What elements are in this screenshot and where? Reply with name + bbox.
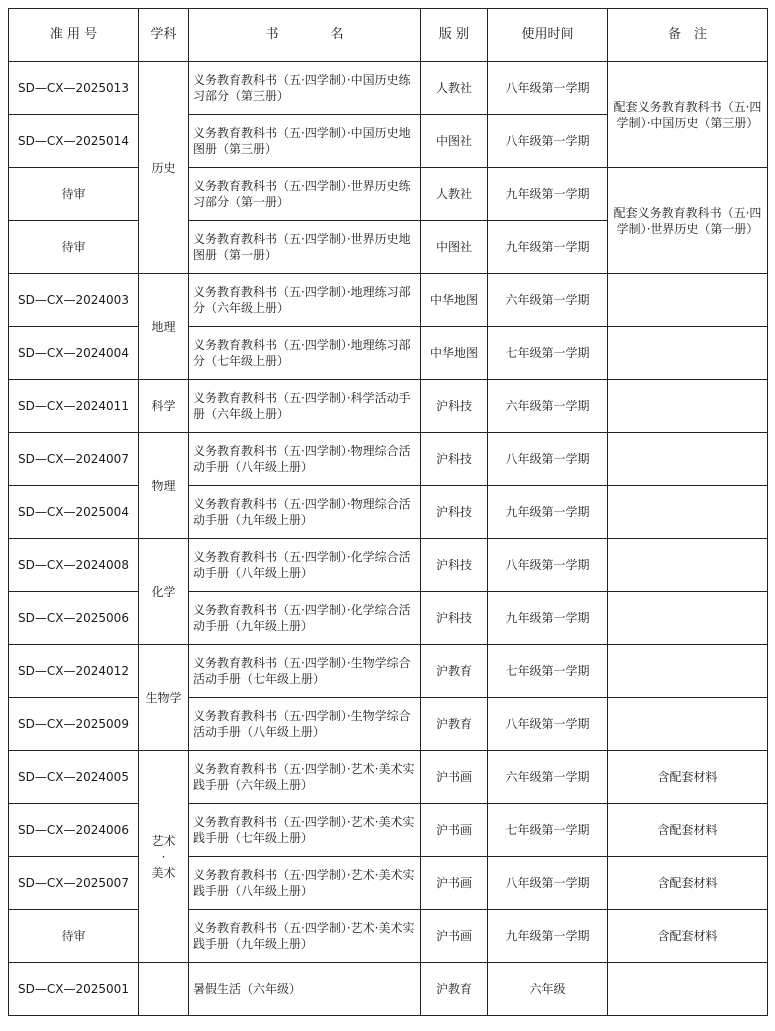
header-title: 书 名 <box>189 9 421 62</box>
header-subject: 学科 <box>139 9 189 62</box>
subject-cell-geography: 地理 <box>139 274 189 380</box>
book-title-cell: 义务教育教科书（五·四学制）·化学综合活动手册（九年级上册） <box>189 592 421 645</box>
publisher-cell: 中华地图 <box>421 274 488 327</box>
remark-cell-empty <box>608 963 768 1016</box>
table-row <box>9 327 768 380</box>
approval-no-cell: SD—CX—2025013 <box>9 62 139 115</box>
period-cell: 九年级第一学期 <box>488 592 608 645</box>
table-row <box>9 433 768 486</box>
period-cell: 六年级第一学期 <box>488 380 608 433</box>
publisher-cell: 沪科技 <box>421 380 488 433</box>
remark-cell-empty <box>608 539 768 592</box>
book-title-cell: 义务教育教科书（五·四学制）·艺术·美术实践手册（八年级上册） <box>189 857 421 910</box>
subject-cell-chemistry: 化学 <box>139 539 189 645</box>
publisher-cell: 中图社 <box>421 221 488 274</box>
remark-cell-empty <box>608 380 768 433</box>
period-cell: 七年级第一学期 <box>488 804 608 857</box>
period-cell: 九年级第一学期 <box>488 221 608 274</box>
subject-art-line2: 美术 <box>151 865 176 880</box>
table-row <box>9 645 768 698</box>
table-row <box>9 62 768 115</box>
publisher-cell: 沪教育 <box>421 645 488 698</box>
approval-no-cell: SD—CX—2024008 <box>9 539 139 592</box>
period-cell: 八年级第一学期 <box>488 539 608 592</box>
publisher-cell: 中华地图 <box>421 327 488 380</box>
table-row <box>9 698 768 751</box>
book-title-cell: 义务教育教科书（五·四学制）·物理综合活动手册（九年级上册） <box>189 486 421 539</box>
period-cell: 六年级 <box>488 963 608 1016</box>
remark-cell-art: 含配套材料 <box>608 910 768 963</box>
approval-no-cell: SD—CX—2025009 <box>9 698 139 751</box>
header-period: 使用时间 <box>488 9 608 62</box>
period-cell: 七年级第一学期 <box>488 645 608 698</box>
subject-art-dot: · <box>161 849 166 864</box>
table-row <box>9 963 768 1016</box>
table-row <box>9 804 768 857</box>
approval-no-cell: SD—CX—2025014 <box>9 115 139 168</box>
period-cell: 八年级第一学期 <box>488 115 608 168</box>
table-row <box>9 274 768 327</box>
publisher-cell: 中图社 <box>421 115 488 168</box>
book-title-cell: 义务教育教科书（五·四学制）·中国历史地图册（第三册） <box>189 115 421 168</box>
header-publisher: 版 别 <box>421 9 488 62</box>
book-title-cell: 义务教育教科书（五·四学制）·艺术·美术实践手册（九年级上册） <box>189 910 421 963</box>
remark-cell-empty <box>608 433 768 486</box>
header-remark: 备 注 <box>608 9 768 62</box>
publisher-cell: 沪书画 <box>421 857 488 910</box>
remark-cell-empty <box>608 486 768 539</box>
header-approval-no: 准 用 号 <box>9 9 139 62</box>
approval-no-cell: SD—CX—2024012 <box>9 645 139 698</box>
publisher-cell: 沪科技 <box>421 433 488 486</box>
approval-no-cell: SD—CX—2025001 <box>9 963 139 1016</box>
period-cell: 六年级第一学期 <box>488 751 608 804</box>
publisher-cell: 沪科技 <box>421 592 488 645</box>
book-title-cell: 义务教育教科书（五·四学制）·艺术·美术实践手册（七年级上册） <box>189 804 421 857</box>
table-row <box>9 910 768 963</box>
book-title-cell: 义务教育教科书（五·四学制）·地理练习部分（六年级上册） <box>189 274 421 327</box>
table-row <box>9 380 768 433</box>
publisher-cell: 人教社 <box>421 168 488 221</box>
book-title-cell: 义务教育教科书（五·四学制）·中国历史练习部分（第三册） <box>189 62 421 115</box>
book-title-cell: 义务教育教科书（五·四学制）·生物学综合活动手册（八年级上册） <box>189 698 421 751</box>
period-cell: 七年级第一学期 <box>488 327 608 380</box>
publisher-cell: 沪书画 <box>421 751 488 804</box>
remark-cell-empty <box>608 327 768 380</box>
book-title-cell: 义务教育教科书（五·四学制）·艺术·美术实践手册（六年级上册） <box>189 751 421 804</box>
approval-no-cell: SD—CX—2024006 <box>9 804 139 857</box>
remark-cell-art: 含配套材料 <box>608 751 768 804</box>
publisher-cell: 沪教育 <box>421 963 488 1016</box>
remark-cell-art: 含配套材料 <box>608 857 768 910</box>
period-cell: 八年级第一学期 <box>488 698 608 751</box>
remark-cell-empty <box>608 592 768 645</box>
book-title-cell: 义务教育教科书（五·四学制）·世界历史地图册（第一册） <box>189 221 421 274</box>
period-cell: 八年级第一学期 <box>488 857 608 910</box>
table-row <box>9 486 768 539</box>
period-cell: 六年级第一学期 <box>488 274 608 327</box>
approval-no-cell: 待审 <box>9 221 139 274</box>
subject-cell-history: 历史 <box>139 62 189 274</box>
subject-cell-art <box>139 751 189 963</box>
table-row <box>9 539 768 592</box>
approval-no-cell: SD—CX—2024011 <box>9 380 139 433</box>
remark-cell-history-cn: 配套义务教育教科书（五·四学制）·中国历史（第三册） <box>608 62 768 168</box>
approval-no-cell: SD—CX—2025004 <box>9 486 139 539</box>
publisher-cell: 沪科技 <box>421 486 488 539</box>
book-title-cell: 义务教育教科书（五·四学制）·科学活动手册（六年级上册） <box>189 380 421 433</box>
subject-cell-empty <box>139 963 189 1016</box>
book-title-cell: 义务教育教科书（五·四学制）·世界历史练习部分（第一册） <box>189 168 421 221</box>
subject-cell-biology: 生物学 <box>139 645 189 751</box>
table-row <box>9 857 768 910</box>
remark-cell-empty <box>608 645 768 698</box>
table-row <box>9 592 768 645</box>
period-cell: 八年级第一学期 <box>488 433 608 486</box>
remark-cell-empty <box>608 274 768 327</box>
period-cell: 九年级第一学期 <box>488 168 608 221</box>
approval-no-cell: 待审 <box>9 910 139 963</box>
header-row <box>9 9 768 62</box>
subject-cell-science: 科学 <box>139 380 189 433</box>
book-title-cell: 义务教育教科书（五·四学制）·化学综合活动手册（八年级上册） <box>189 539 421 592</box>
textbook-table-wrapper <box>8 8 768 1016</box>
book-title-cell: 义务教育教科书（五·四学制）·地理练习部分（七年级上册） <box>189 327 421 380</box>
publisher-cell: 沪书画 <box>421 910 488 963</box>
approval-no-cell: 待审 <box>9 168 139 221</box>
remark-cell-empty <box>608 698 768 751</box>
approval-no-cell: SD—CX—2024003 <box>9 274 139 327</box>
publisher-cell: 人教社 <box>421 62 488 115</box>
subject-art-line1: 艺术 <box>151 833 176 848</box>
approval-no-cell: SD—CX—2024005 <box>9 751 139 804</box>
table-row <box>9 751 768 804</box>
period-cell: 八年级第一学期 <box>488 62 608 115</box>
remark-cell-art: 含配套材料 <box>608 804 768 857</box>
approval-no-cell: SD—CX—2024007 <box>9 433 139 486</box>
publisher-cell: 沪书画 <box>421 804 488 857</box>
publisher-cell: 沪教育 <box>421 698 488 751</box>
book-title-cell: 暑假生活（六年级） <box>189 963 421 1016</box>
book-title-cell: 义务教育教科书（五·四学制）·物理综合活动手册（八年级上册） <box>189 433 421 486</box>
approval-no-cell: SD—CX—2025006 <box>9 592 139 645</box>
period-cell: 九年级第一学期 <box>488 910 608 963</box>
approval-no-cell: SD—CX—2024004 <box>9 327 139 380</box>
approval-no-cell: SD—CX—2025007 <box>9 857 139 910</box>
period-cell: 九年级第一学期 <box>488 486 608 539</box>
book-title-cell: 义务教育教科书（五·四学制）·生物学综合活动手册（七年级上册） <box>189 645 421 698</box>
subject-cell-physics: 物理 <box>139 433 189 539</box>
table-row <box>9 168 768 221</box>
remark-cell-history-world: 配套义务教育教科书（五·四学制）·世界历史（第一册） <box>608 168 768 274</box>
publisher-cell: 沪科技 <box>421 539 488 592</box>
textbook-table <box>8 8 768 1016</box>
